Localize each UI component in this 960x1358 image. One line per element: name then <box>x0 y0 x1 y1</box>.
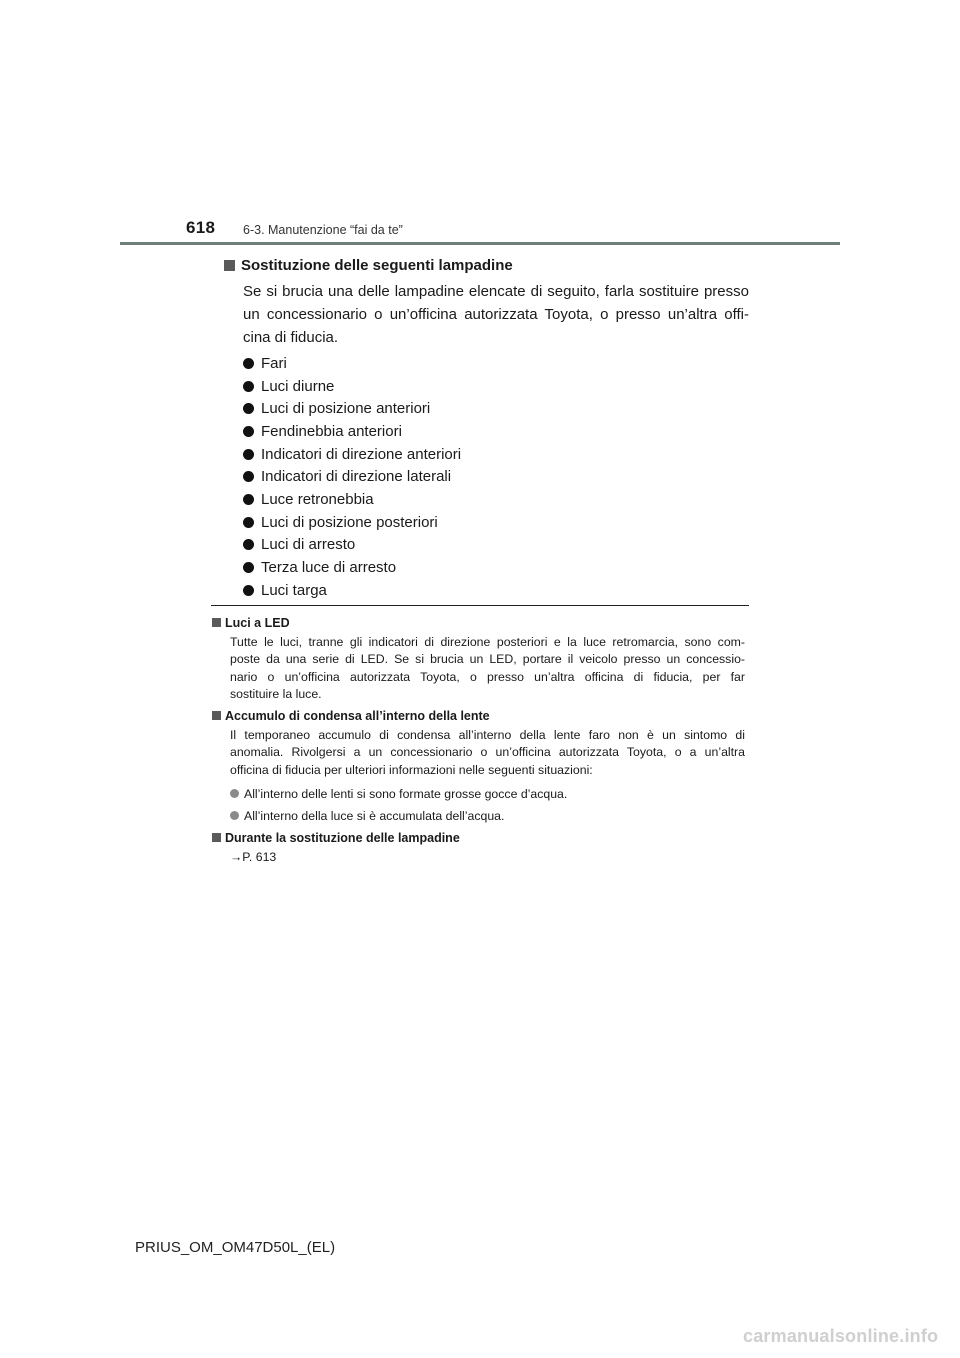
bullet-icon <box>243 381 254 392</box>
list-item: Indicatori di direzione anteriori <box>243 443 749 466</box>
list-item: Luci di arresto <box>243 534 749 557</box>
list-item: Fendinebbia anteriori <box>243 420 749 443</box>
bullet-icon <box>243 539 254 550</box>
list-item: Luci targa <box>243 579 749 602</box>
note-paragraph-led: Tutte le luci, tranne gli indicatori di direzione posteriori e la luce retromarcia, sono com- poste da una serie di LED. Se si brucia un LED, portare il veicolo presso un concessio- nario o un’officina autorizzata Toyota, o presso un’altra officina di fiducia, per far sostituire la luce. <box>230 635 745 701</box>
list-item: Luci di posizione posteriori <box>243 511 749 534</box>
list-item: Fari <box>243 352 749 375</box>
manual-code: PRIUS_OM_OM47D50L_(EL) <box>135 1239 336 1256</box>
bullet-icon <box>243 358 254 369</box>
main-heading-text: Sostituzione delle seguenti lampadine <box>241 256 513 274</box>
list-item: Luci diurne <box>243 375 749 398</box>
note-paragraph-condensa: Il temporaneo accumulo di condensa all’interno della lente faro non è un sintomo di anomalia. Rivolgersi a un concessionario o un’officina autorizzata Toyota, o a un’altra officina di fiducia per ulteriori informazioni nelle seguenti situazioni: <box>230 728 745 777</box>
bullet-icon <box>230 811 239 820</box>
section-title: 6-3. Manutenzione “fai da te” <box>243 223 403 237</box>
list-item: All’interno della luce si è accumulata dell’acqua. <box>230 807 745 824</box>
intro-line: Se si brucia una delle lampadine elencate di seguito, farla sostituire presso <box>243 283 749 300</box>
bullet-icon <box>243 403 254 414</box>
list-item: Indicatori di direzione laterali <box>243 465 749 488</box>
list-item: Terza luce di arresto <box>243 556 749 579</box>
bullet-icon <box>243 517 254 528</box>
note-heading-sostituzione: Durante la sostituzione delle lampadine <box>212 829 745 846</box>
page-number: 618 <box>186 218 216 237</box>
list-item: All’interno delle lenti si sono formate grosse gocce d’acqua. <box>230 785 745 802</box>
intro-line: cina di fiducia. <box>243 329 339 346</box>
notes-divider <box>211 605 749 606</box>
header-divider <box>120 242 840 245</box>
watermark: carmanualsonline.info <box>743 1326 939 1346</box>
notes-section <box>212 614 745 867</box>
main-heading <box>224 254 749 276</box>
bullet-icon <box>243 562 254 573</box>
square-bullet-icon <box>212 618 221 627</box>
note-heading-led: Luci a LED <box>212 614 745 631</box>
bullet-icon <box>230 789 239 798</box>
bullet-icon <box>243 494 254 505</box>
bullet-icon <box>243 449 254 460</box>
bullet-icon <box>243 471 254 482</box>
bullet-icon <box>243 426 254 437</box>
note-heading-condensa: Accumulo di condensa all’interno della lente <box>212 707 745 724</box>
square-bullet-icon <box>212 833 221 842</box>
bulb-list <box>243 352 749 602</box>
square-bullet-icon <box>212 711 221 720</box>
intro-paragraph <box>243 280 749 349</box>
page-reference: →P. 613 <box>230 850 277 865</box>
square-bullet-icon <box>224 260 235 271</box>
list-item: Luci di posizione anteriori <box>243 397 749 420</box>
bullet-icon <box>243 585 254 596</box>
list-item: Luce retronebbia <box>243 488 749 511</box>
main-section <box>224 254 749 602</box>
intro-line: un concessionario o un’officina autorizzata Toyota, o presso un’altra offi- <box>243 306 749 323</box>
